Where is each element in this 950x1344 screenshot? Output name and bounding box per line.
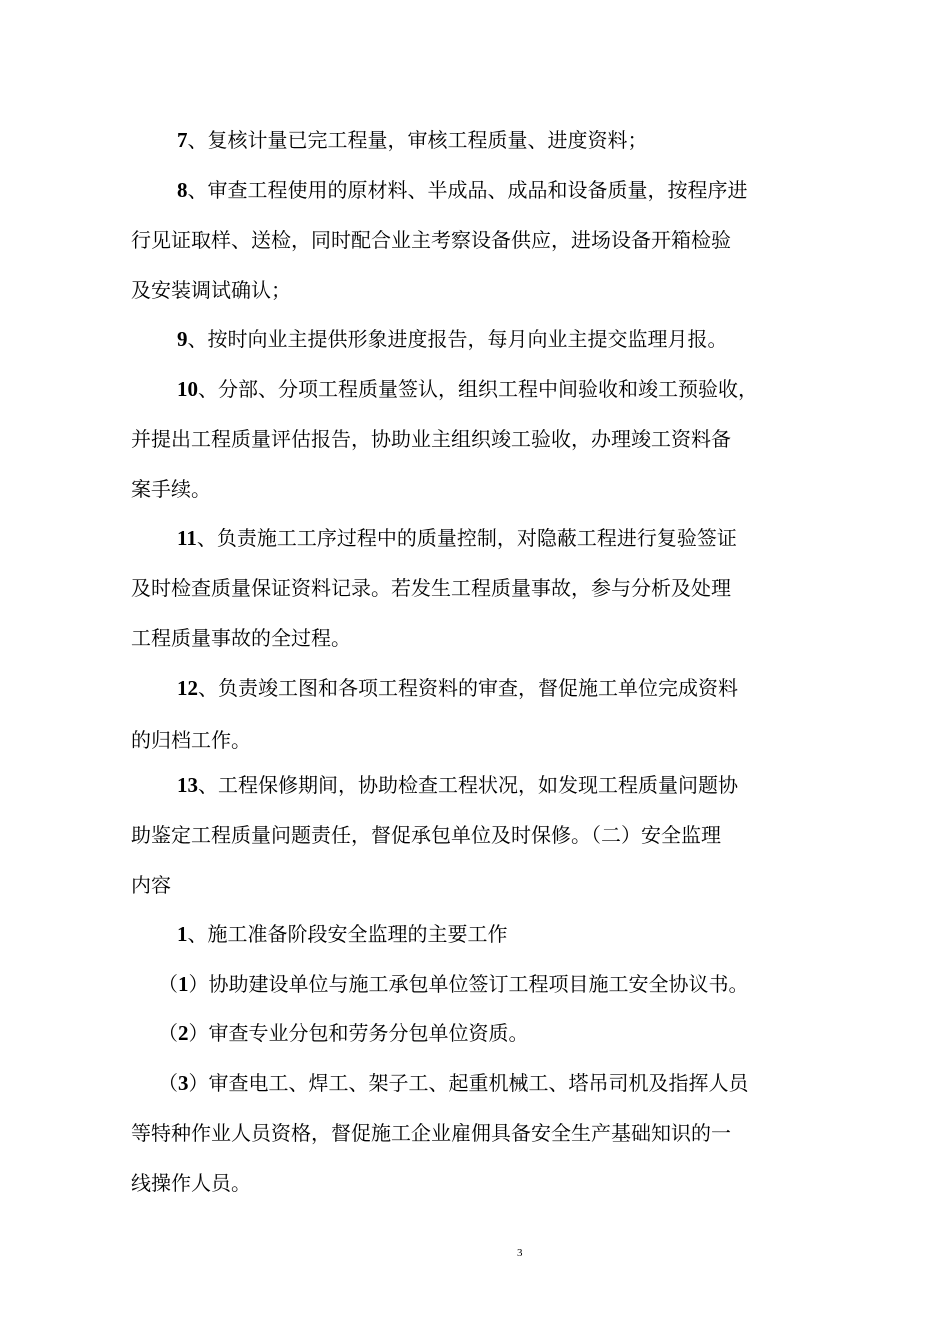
item-number: 1 <box>177 922 188 946</box>
open-paren: （ <box>158 1021 178 1045</box>
sub-item-3-line-1 <box>158 1071 749 1095</box>
item-number: 12 <box>177 676 198 700</box>
paragraph-12-line-2: 的归档工作。 <box>131 728 251 752</box>
paragraph-text: ）协助建设单位与施工承包单位签订工程项目施工安全协议书。 <box>188 972 749 996</box>
paragraph-text: ）审查电工、焊工、架子工、起重机械工、塔吊司机及指挥人员 <box>188 1071 749 1095</box>
sub-item-3-line-3: 线操作人员。 <box>131 1171 251 1195</box>
paragraph-10-line-1 <box>177 377 758 401</box>
paragraph-text: 、负责施工工序过程中的质量控制，对隐蔽工程进行复验签证 <box>196 526 737 550</box>
sub-item-3-line-2: 等特种作业人员资格，督促施工企业雇佣具备安全生产基础知识的一 <box>131 1121 731 1145</box>
open-paren: （ <box>158 1071 178 1095</box>
item-number: 1 <box>178 972 189 996</box>
paragraph-11-line-1 <box>177 526 737 550</box>
paragraph-11-line-2: 及时检查质量保证资料记录。若发生工程质量事故，参与分析及处理 <box>131 576 731 600</box>
paragraph-10-line-2: 并提出工程质量评估报告，协助业主组织竣工验收，办理竣工资料备 <box>131 427 731 451</box>
paragraph-12-line-1 <box>177 676 738 700</box>
paragraph-11-line-3: 工程质量事故的全过程。 <box>131 626 351 650</box>
item-number: 8 <box>177 178 188 202</box>
paragraph-10-line-3: 案手续。 <box>131 477 211 501</box>
paragraph-text: 、负责竣工图和各项工程资料的审查，督促施工单位完成资料 <box>198 676 738 700</box>
paragraph-8-line-2: 行见证取样、送检，同时配合业主考察设备供应，进场设备开箱检验 <box>131 228 731 252</box>
item-number: 11 <box>177 526 197 550</box>
paragraph-8-line-3: 及安装调试确认； <box>131 278 291 302</box>
item-number: 7 <box>177 128 188 152</box>
paragraph-13-line-1 <box>177 773 738 797</box>
section-heading <box>177 922 508 946</box>
page-number: 3 <box>517 1247 523 1259</box>
paragraph-text: 、工程保修期间，协助检查工程状况，如发现工程质量问题协 <box>198 773 738 797</box>
item-number: 13 <box>177 773 198 797</box>
paragraph-8-line-1 <box>177 178 748 202</box>
open-paren: （ <box>158 972 178 996</box>
sub-item-1-line-1 <box>158 972 749 996</box>
paragraph-text: 、按时向业主提供形象进度报告，每月向业主提交监理月报。 <box>187 327 728 351</box>
sub-item-2-line-1 <box>158 1021 529 1045</box>
item-number: 2 <box>178 1021 189 1045</box>
item-number: 10 <box>177 377 198 401</box>
paragraph-text: 、分部、分项工程质量签认，组织工程中间验收和竣工预验收， <box>198 377 758 401</box>
paragraph-7-line-1 <box>177 128 648 152</box>
paragraph-text: 、复核计量已完工程量，审核工程质量、进度资料； <box>187 128 648 152</box>
paragraph-13-line-2: 助鉴定工程质量问题责任，督促承包单位及时保修。（二）安全监理 <box>131 823 721 847</box>
paragraph-13-line-3: 内容 <box>131 873 171 897</box>
paragraph-text: 、审查工程使用的原材料、半成品、成品和设备质量，按程序进 <box>187 178 748 202</box>
item-number: 3 <box>178 1071 189 1095</box>
heading-text: 、施工准备阶段安全监理的主要工作 <box>187 922 508 946</box>
item-number: 9 <box>177 327 188 351</box>
paragraph-text: ）审查专业分包和劳务分包单位资质。 <box>188 1021 529 1045</box>
paragraph-9-line-1 <box>177 327 728 351</box>
